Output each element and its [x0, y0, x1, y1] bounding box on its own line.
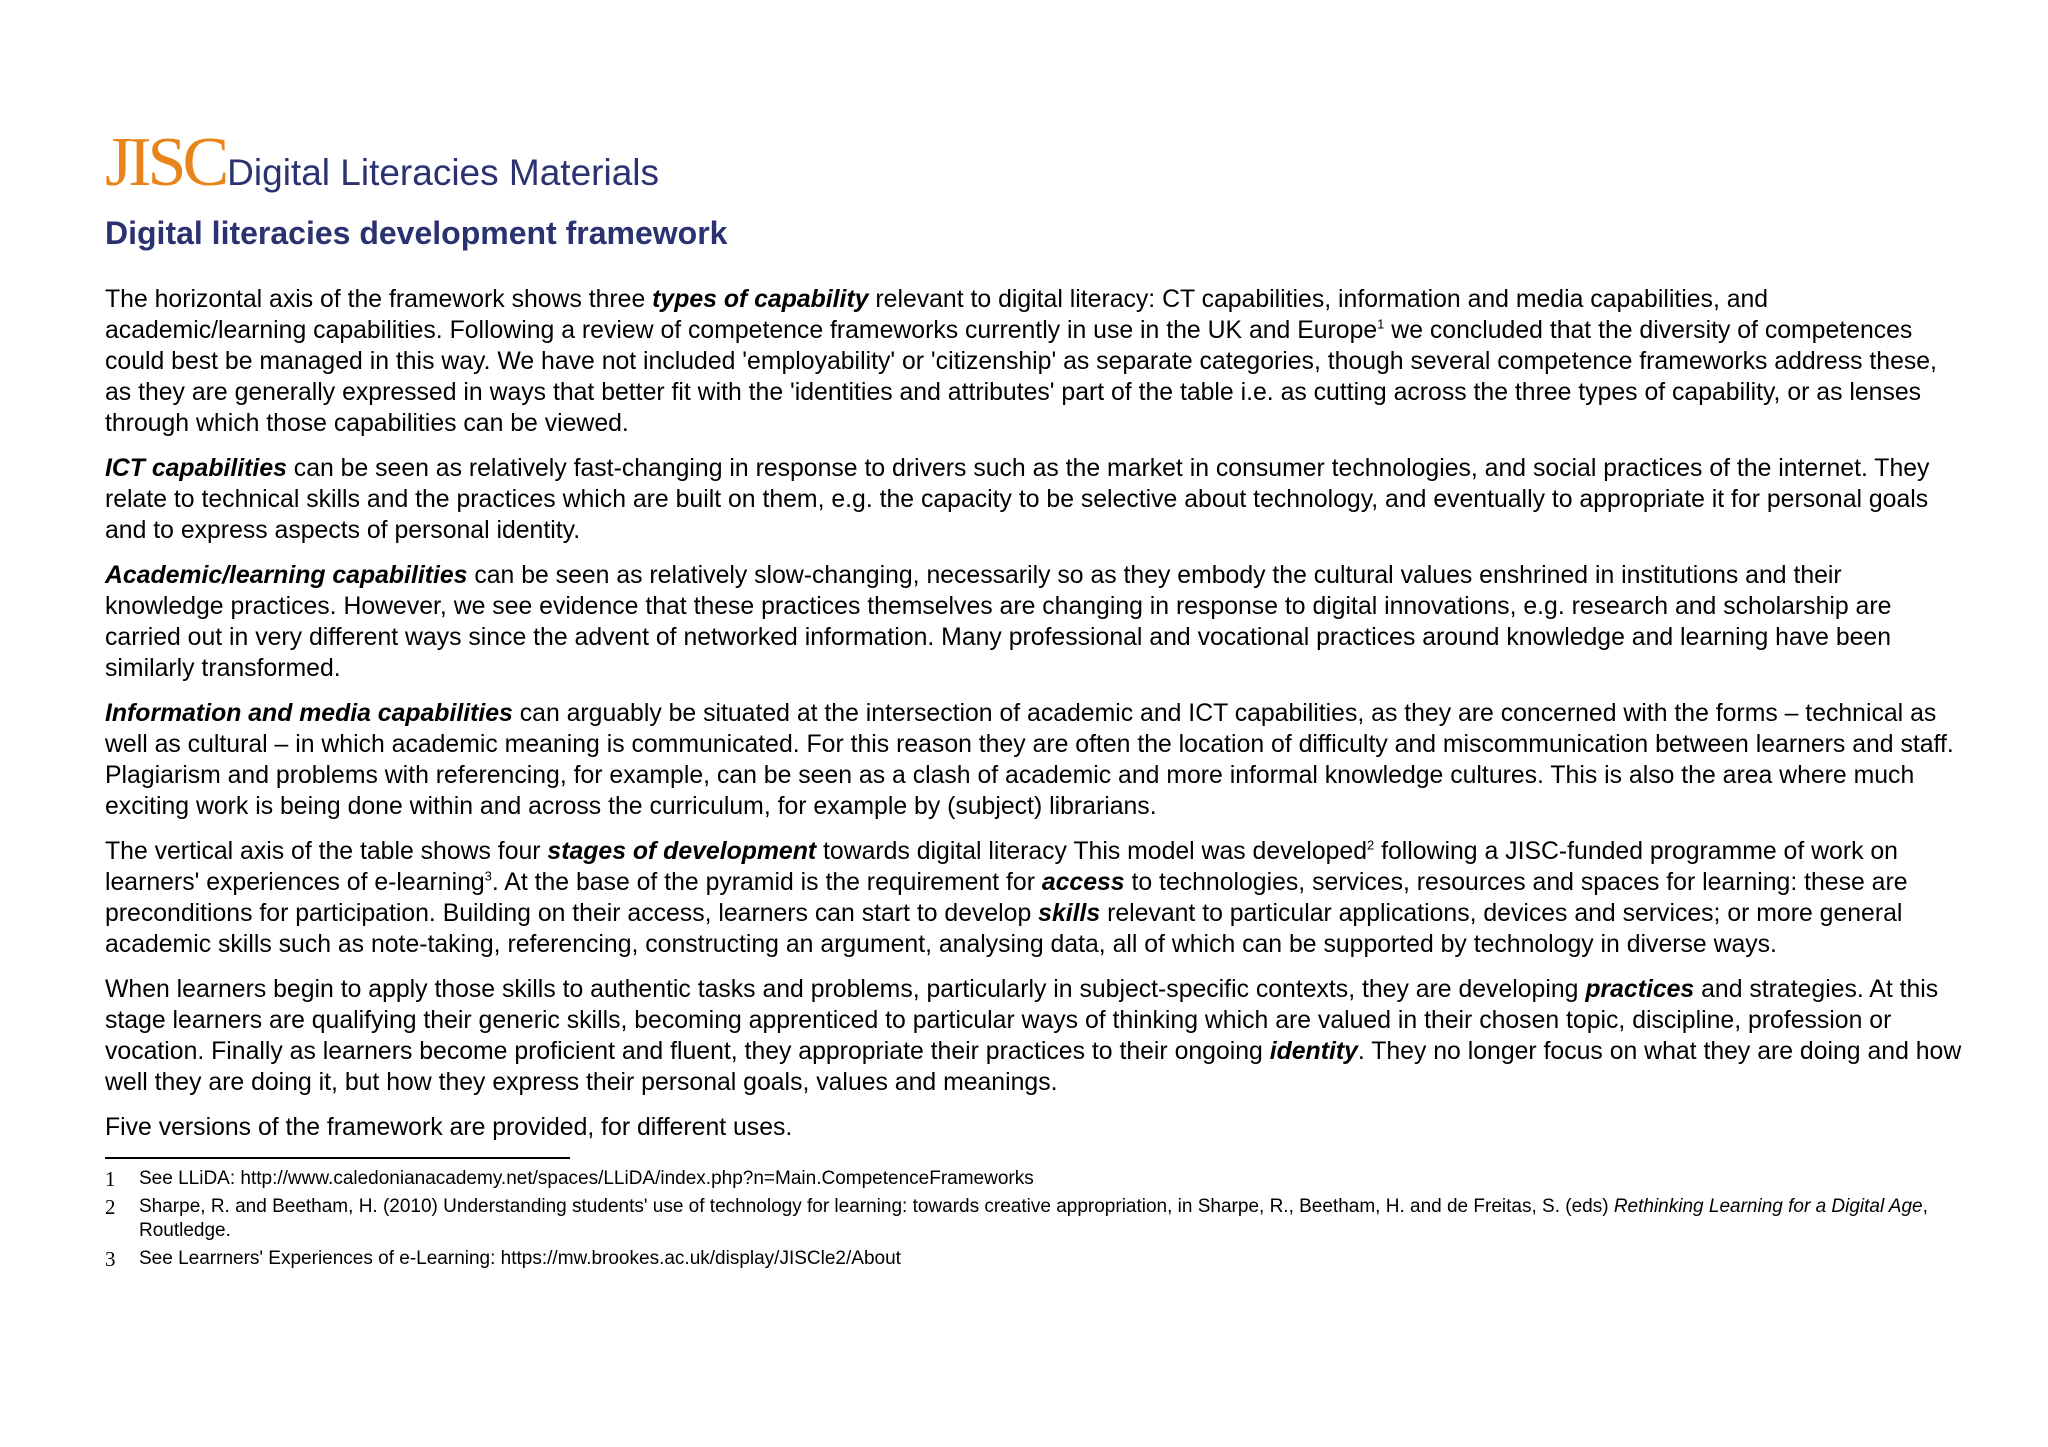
paragraph-6-term-identity: identity	[1269, 1038, 1358, 1066]
footnote-number: 3	[105, 1247, 116, 1272]
footnote-ref-1[interactable]: 1	[1377, 317, 1385, 333]
paragraph-6-text-a: When learners begin to apply those skills to authentic tasks and problems, particularly in subject-specific contexts, they are developing	[105, 976, 1586, 1004]
footnote-ref-2[interactable]: 2	[1366, 838, 1375, 854]
paragraph-4-text: can arguably be situated at the intersection of academic and ICT capabilities, as they are concerned with the forms – technical as well as cultural – in which academic meaning is communicated. For this reason they are often the location of difficulty and miscommunication between learners and staff. Plagiarism and problems with referencing, for example, can be seen as a clash of academic and more informal knowledge cultures. This is also the area where much exciting work is being done within and across the curriculum, for example by (subject) librarians.	[105, 700, 1954, 821]
footnote-2-text-a: Sharpe, R. and Beetham, H. (2010) Understanding students' use of technology for learning: towards creative appropriation, in Sharpe, R., Beetham, H. and de Freitas, S. (eds)	[139, 1196, 1614, 1218]
paragraph-7	[105, 1112, 1965, 1143]
footnote-2	[105, 1195, 1965, 1243]
paragraph-6-term-practices: practices	[1585, 976, 1695, 1004]
paragraph-5-text-a: The vertical axis of the table shows four	[105, 838, 548, 866]
paragraph-5	[105, 836, 1965, 960]
paragraph-5-text-g: to technologies, services, resources and spaces for learning: these are preconditions for participation. Building on their access, learners can start to develop	[105, 869, 1908, 928]
page-title: Digital literacies development framework	[105, 215, 728, 251]
paragraph-2-term: ICT capabilities	[105, 455, 287, 483]
paragraph-3	[105, 560, 1965, 684]
footnote-ref-3[interactable]: 3	[484, 869, 492, 885]
paragraph-3-term: Academic/learning capabilities	[105, 562, 468, 590]
paragraph-7-text: Five versions of the framework are provided, for different uses.	[105, 1114, 793, 1142]
footnote-number: 1	[105, 1167, 116, 1192]
paragraph-2	[105, 453, 1965, 546]
paragraph-5-text-d: following a JISC-funded programme of work on learners' experiences of e-learning	[105, 838, 1898, 897]
paragraph-6-text-c: and strategies. At this stage learners are qualifying their generic skills, becoming apprenticed to particular ways of thinking which are valued in their chosen topic, discipline, profession or vocation. Finally as learners become proficient and fluent, they appropriate their practices to their ongoing	[105, 976, 1939, 1066]
paragraph-4-term: Information and media capabilities	[105, 700, 513, 728]
paragraph-6-text-e: . They no longer focus on what they are doing and how well they are doing it, but how they express their personal goals, values and meanings.	[105, 1038, 1962, 1097]
paragraph-2-text: can be seen as relatively fast-changing in response to drivers such as the market in consumer technologies, and social practices of the internet. They relate to technical skills and the practices which are built on them, e.g. the capacity to be selective about technology, and eventually to appropriate it for personal goals and to express aspects of personal identity.	[105, 455, 1930, 545]
paragraph-5-text-c: towards digital literacy This model was developed	[816, 838, 1367, 866]
paragraph-1-text-a: The horizontal axis of the framework shows three	[105, 286, 653, 314]
footnote-3	[105, 1247, 1965, 1271]
footnote-text	[139, 1195, 1965, 1243]
footnote-text[interactable]: See LLiDA: http://www.caledonianacademy.net/spaces/LLiDA/index.php?n=Main.CompetenceFrameworks	[139, 1168, 1034, 1190]
body-text	[105, 284, 1965, 1143]
paragraph-1	[105, 284, 1965, 439]
paragraph-5-term-skills: skills	[1038, 900, 1101, 928]
paragraph-1-text-c: relevant to digital literacy: CT capabilities, information and media capabilities, and academic/learning capabilities. Following a review of competence frameworks currently in use in the UK and Europe	[105, 286, 1769, 345]
paragraph-1-text-d: we concluded that the diversity of competences could best be managed in this way. We have not included 'employability' or 'citizenship' as separate categories, though several competence frameworks address these, as they are generally expressed in ways that better fit with the 'identities and attributes' part of the table i.e. as cutting across the three types of capability, or as lenses through which those capabilities can be viewed.	[105, 317, 1937, 438]
jisc-logo: JISC	[105, 124, 226, 201]
footnote-text[interactable]: See Learrners' Experiences of e-Learning: https://mw.brookes.ac.uk/display/JISCle2/About	[139, 1248, 901, 1270]
brand-header	[105, 124, 1965, 204]
paragraph-5-term-stages: stages of development	[547, 838, 817, 866]
paragraph-5-text-e: . At the base of the pyramid is the requirement for	[491, 869, 1042, 897]
paragraph-4	[105, 698, 1965, 822]
paragraph-5-term-access: access	[1041, 869, 1125, 897]
paragraph-1-term: types of capability	[652, 286, 869, 314]
footnote-number: 2	[105, 1195, 116, 1220]
paragraph-6	[105, 974, 1965, 1098]
footnote-2-text-b: , Routledge.	[139, 1196, 1928, 1242]
brand-title: Digital Literacies Materials	[227, 152, 659, 193]
footnote-divider	[105, 1157, 570, 1159]
paragraph-3-text: can be seen as relatively slow-changing, necessarily so as they embody the cultural values enshrined in institutions and their knowledge practices. However, we see evidence that these practices themselves are changing in response to digital innovations, e.g. research and scholarship are carried out in very different ways since the advent of networked information. Many professional and vocational practices around knowledge and learning have been similarly transformed.	[105, 562, 1892, 683]
paragraph-5-text-i: relevant to particular applications, devices and services; or more general academic skills such as note-taking, referencing, constructing an argument, analysing data, all of which can be supported by technology in diverse ways.	[105, 900, 1903, 959]
footnotes	[105, 1167, 1965, 1271]
footnote-1	[105, 1167, 1965, 1191]
footnote-2-book-title: Rethinking Learning for a Digital Age	[1613, 1196, 1923, 1218]
document-page	[105, 124, 1965, 1275]
